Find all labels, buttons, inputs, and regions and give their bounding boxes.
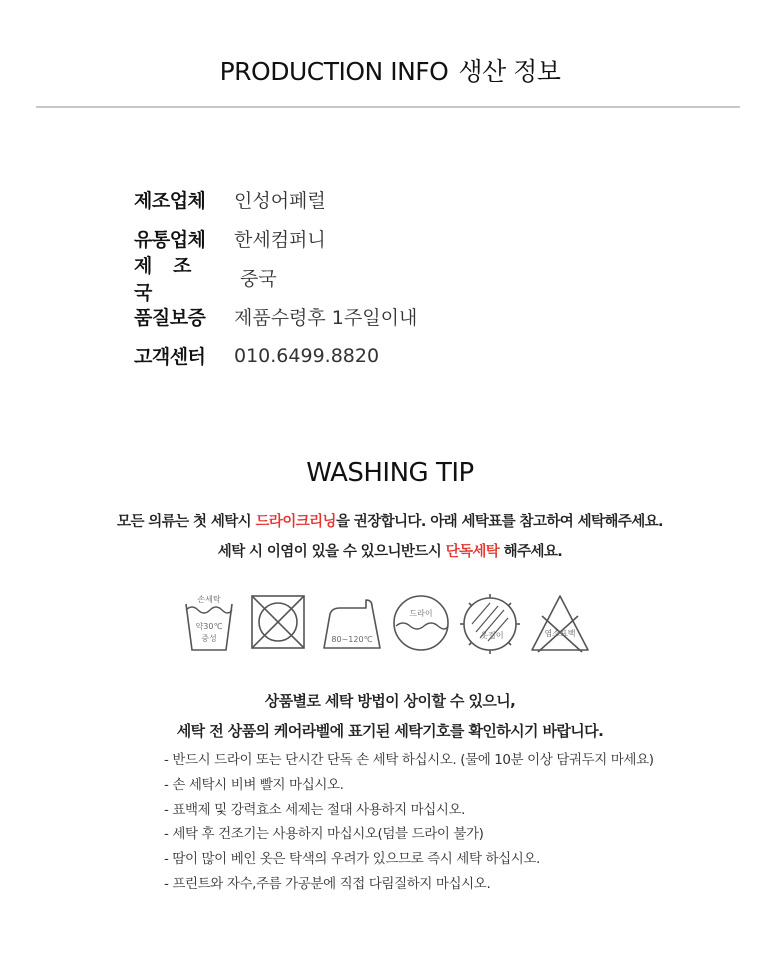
info-value: 제품수령후 1주일이내 — [234, 307, 418, 329]
section-divider — [36, 106, 740, 108]
info-label: 제 조 국 — [134, 254, 199, 304]
notice-text: 모든 의류는 첫 세탁시 — [117, 514, 256, 530]
dry-clean-label: 드라이 — [409, 609, 433, 618]
info-value: 010.6499.8820 — [234, 344, 380, 367]
info-value: 인성어페럴 — [234, 190, 326, 212]
notice-text: 을 권장합니다. 아래 세탁표를 참고하여 세탁해주세요. — [335, 514, 663, 530]
no-tumble-dry-icon — [248, 592, 308, 654]
info-value: 한세컴퍼니 — [234, 229, 326, 251]
hang-dry-icon — [458, 592, 522, 656]
washing-notice-line-1 — [0, 510, 780, 531]
care-warning-line-1: 상품별로 세탁 방법이 상이할 수 있으니, — [264, 692, 516, 710]
info-row-country — [134, 254, 417, 304]
production-info-title-en: PRODUCTION INFO — [219, 57, 449, 86]
washing-tip-title: WASHING TIP — [306, 458, 474, 488]
care-warning-line-2: 세탁 전 상품의 케어라벨에 표기된 세탁기호를 확인하시기 바랍니다. — [176, 722, 604, 740]
hang-dry-label: 옷걸이 — [480, 631, 504, 640]
production-info-table — [134, 180, 417, 375]
production-info-title — [0, 52, 780, 88]
list-item: - 세탁 후 건조기는 사용하지 마십시오(덤블 드라이 불가) — [164, 826, 484, 843]
list-item: - 프린트와 자수,주름 가공분에 직접 다림질하지 마십시오. — [164, 875, 491, 892]
info-row-warranty — [134, 297, 417, 336]
hand-wash-detergent: 중성 — [201, 634, 217, 643]
list-item: - 표백제 및 강력효소 세제는 절대 사용하지 마십시오. — [164, 801, 466, 818]
list-item: - 땀이 많이 베인 옷은 탁색의 우려가 있으므로 즉시 세탁 하십시오. — [164, 851, 540, 868]
washing-tips-list — [164, 748, 654, 897]
notice-highlight: 단독세탁 — [445, 544, 500, 560]
notice-text: 해주세요. — [499, 544, 563, 560]
hand-wash-icon — [182, 592, 236, 654]
production-info-title-ko: 생산 정보 — [458, 57, 561, 86]
info-value: 중국 — [240, 268, 277, 290]
info-label: 고객센터 — [134, 346, 206, 368]
notice-highlight: 드라이크리닝 — [255, 514, 336, 530]
notice-text: 세탁 시 이염이 있을 수 있으니반드시 — [217, 544, 446, 560]
info-label: 품질보증 — [134, 307, 206, 329]
list-item: - 손 세탁시 비벼 빨지 마십시오. — [164, 776, 344, 793]
no-bleach-label: 염소표백 — [544, 629, 576, 638]
iron-icon — [318, 592, 384, 654]
dry-clean-icon — [390, 592, 452, 654]
iron-temp: 80~120℃ — [331, 635, 373, 644]
care-symbols — [180, 592, 600, 658]
info-row-customer-center — [134, 336, 417, 375]
hand-wash-label: 손세탁 — [197, 595, 221, 604]
hand-wash-temp: 약30℃ — [195, 622, 223, 631]
washing-notice-line-2 — [0, 540, 780, 561]
info-row-manufacturer — [134, 180, 417, 219]
info-label: 유통업체 — [134, 229, 206, 251]
list-item: - 반드시 드라이 또는 단시간 단독 손 세탁 하십시오. (물에 10분 이상 담궈두지 마세요) — [164, 752, 654, 768]
info-label: 제조업체 — [134, 190, 206, 212]
no-bleach-icon — [528, 592, 592, 654]
